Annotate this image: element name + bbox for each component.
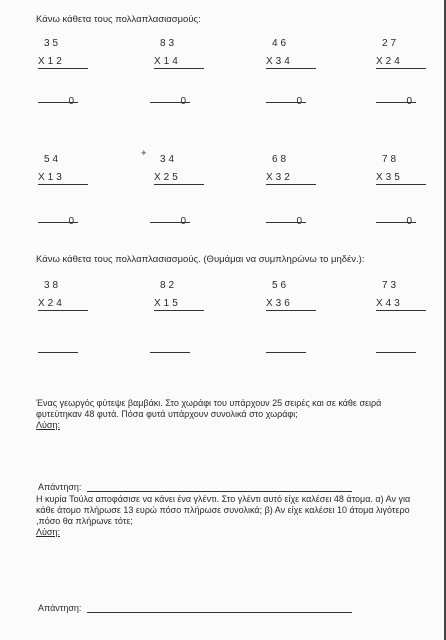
multiplicand: 73 [382, 280, 400, 291]
answer-blank [38, 352, 78, 353]
zero-line [266, 216, 306, 227]
zero-line [376, 216, 416, 227]
multiplicand: 68 [272, 154, 290, 165]
problem-1-3 [266, 38, 316, 69]
multiplier: X24 [38, 298, 88, 311]
problem-1-2 [154, 38, 204, 69]
multiplicand: 54 [44, 154, 62, 165]
multiplier: X25 [154, 172, 204, 185]
zero-line [376, 96, 416, 107]
section1-heading: Κάνω κάθετα τους πολλαπλασιασμούς: [36, 14, 201, 25]
answer-blank [150, 352, 190, 353]
zero-line [150, 216, 190, 227]
answer-label: Απάντηση: [38, 482, 82, 492]
zero-line [150, 96, 190, 107]
answer-line [87, 491, 352, 492]
zero-digit: 0 [68, 216, 74, 227]
answer-blank [376, 352, 416, 353]
multiplicand: 82 [160, 280, 178, 291]
multiplicand: 35 [44, 38, 62, 49]
multiplier: X12 [38, 56, 88, 69]
problem-2-4 [376, 154, 426, 185]
multiplier: X32 [266, 172, 316, 185]
multiplicand: 34 [160, 154, 178, 165]
zero-digit: 0 [180, 216, 186, 227]
zero-line [38, 96, 78, 107]
zero-digit: 0 [68, 96, 74, 107]
word-problem-2 [36, 494, 428, 538]
multiplier: X24 [376, 56, 426, 69]
problem-1-4 [376, 38, 426, 69]
problem-3-1 [38, 280, 88, 311]
word-problem-1 [36, 398, 420, 431]
zero-line [266, 96, 306, 107]
problem-3-4 [376, 280, 426, 311]
problem-2-2 [154, 154, 204, 185]
zero-digit: 0 [180, 96, 186, 107]
multiplier: X15 [154, 298, 204, 311]
zero-digit: 0 [406, 96, 412, 107]
answer-label: Απάντηση: [38, 603, 82, 613]
multiplicand: 83 [160, 38, 178, 49]
multiplier: X34 [266, 56, 316, 69]
multiplier: X13 [38, 172, 88, 185]
zero-digit: 0 [296, 216, 302, 227]
multiplicand: 46 [272, 38, 290, 49]
zero-digit: 0 [406, 216, 412, 227]
solution-label: Λύση: [36, 420, 60, 430]
answer-row-2 [38, 603, 352, 613]
multiplicand: 27 [382, 38, 400, 49]
zero-digit: 0 [296, 96, 302, 107]
multiplier: X43 [376, 298, 426, 311]
problem-1-1 [38, 38, 88, 69]
multiplier: X36 [266, 298, 316, 311]
zero-line [38, 216, 78, 227]
multiplicand: 38 [44, 280, 62, 291]
multiplier: X14 [154, 56, 204, 69]
problem-2-1 [38, 154, 88, 185]
multiplicand: 78 [382, 154, 400, 165]
answer-blank [266, 352, 306, 353]
solution-label: Λύση: [36, 527, 60, 537]
problem-2-3 [266, 154, 316, 185]
problem-3-3 [266, 280, 316, 311]
multiplicand: 56 [272, 280, 290, 291]
multiplier: X35 [376, 172, 426, 185]
section2-heading: Κάνω κάθετα τους πολλαπλασιασμούς. (Θυμάμαι να συμπληρώνω το μηδέν.): [36, 254, 365, 265]
scan-smudge-icon: ✦ [140, 148, 148, 158]
problem-text: Ένας γεωργός φύτεψε βαμβάκι. Στο χωράφι του υπάρχουν 25 σειρές και σε κάθε σειρά φυτεύτηκαν 48 φυτά. Πόσα φυτά υπάρχουν συνολικά στο χωράφι; [36, 398, 382, 419]
problem-3-2 [154, 280, 204, 311]
answer-row-1 [38, 482, 352, 492]
problem-text: Η κυρία Τούλα αποφάσισε να κάνει ένα γλέντι. Στο γλέντι αυτό είχε καλέσει 48 άτομα. α) Αν για κάθε άτομο πλήρωσε 13 ευρώ πόσο πλήρωσε συνολικά; β) Αν είχε καλέσει 10 άτομα λιγότερο ,πόσο θα πλήρωνε τότε; [36, 494, 411, 526]
answer-line [87, 612, 352, 613]
